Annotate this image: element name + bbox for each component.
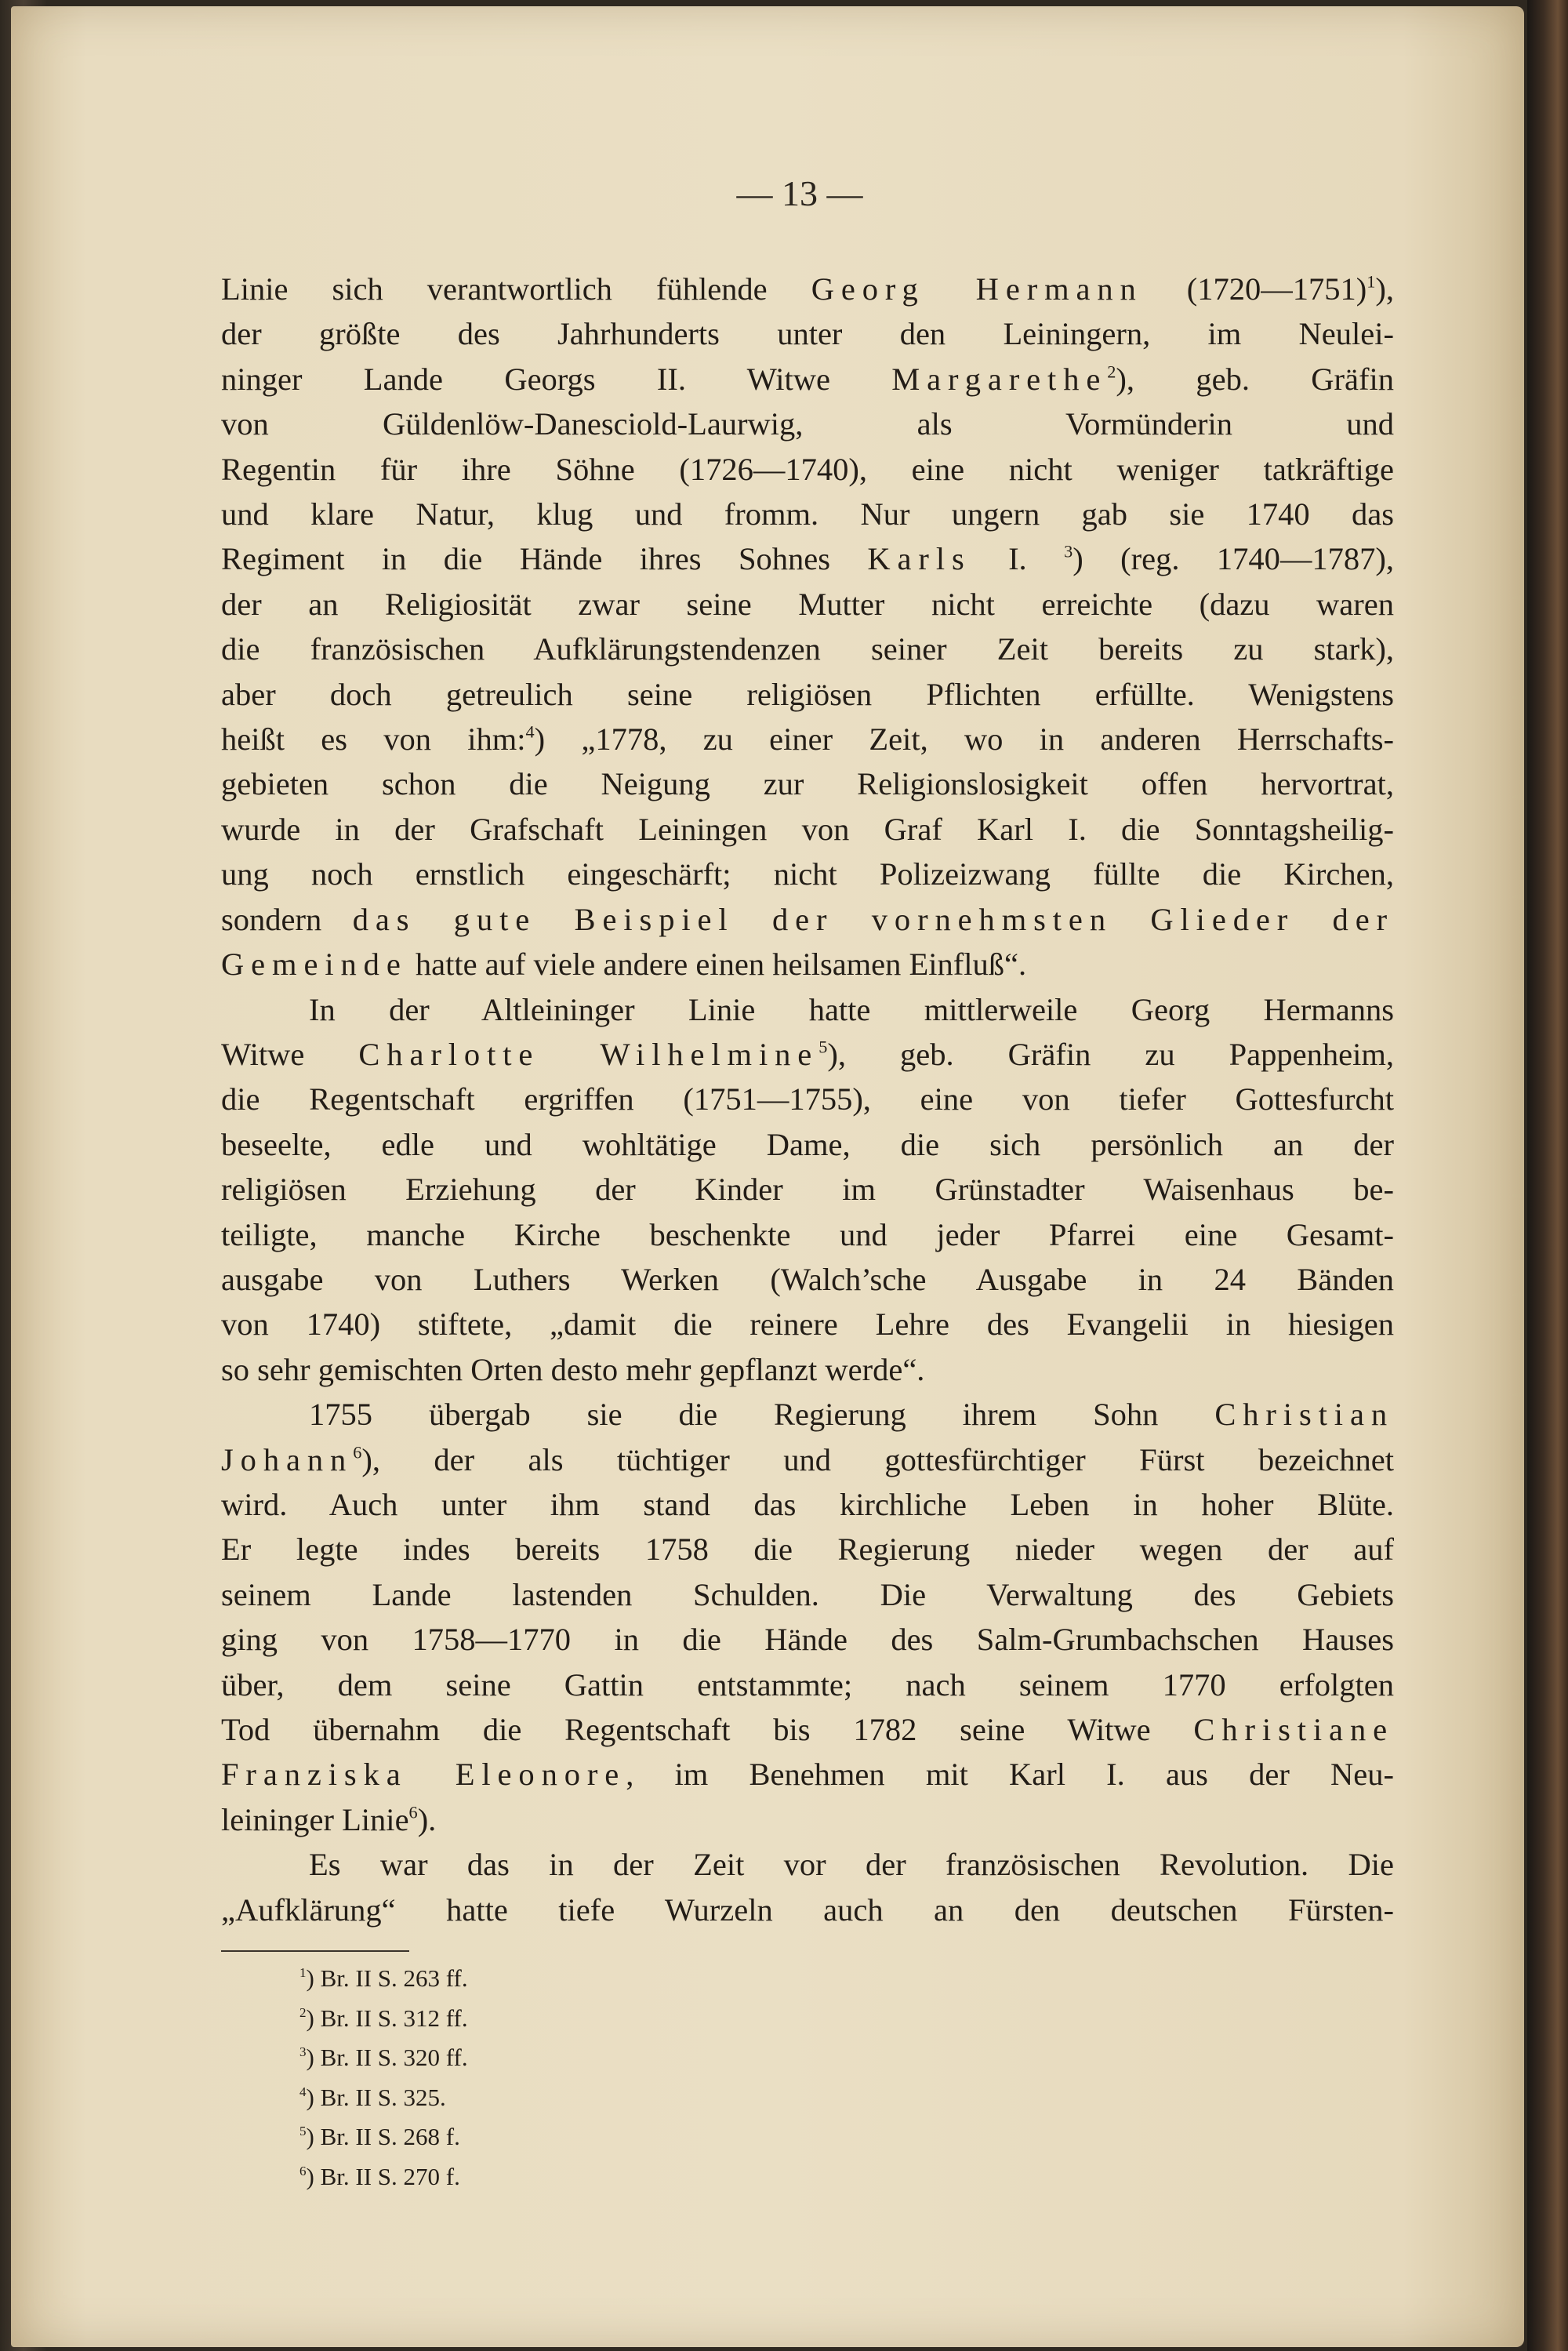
text-line: die Regentschaft ergriffen (1751—1755), eine von tiefer Gottesfurcht <box>221 1081 1394 1117</box>
footnote-ref: 2 <box>1107 362 1116 382</box>
text-line: gebieten schon die Neigung zur Religionslosigkeit offen hervortrat, <box>221 766 1394 802</box>
text-line: und klare Natur, klug und fromm. Nur ungern gab sie 1740 das <box>221 496 1394 532</box>
text-line: Johann$^6$), der als tüchtiger und gottesfürchtiger Fürst bezeichnet <box>221 1441 1394 1477</box>
text-line: teiligte, manche Kirche beschenkte und jeder Pfarrei eine Gesamt- <box>221 1216 1394 1252</box>
text-line: „Aufklärung“ hatte tiefe Wurzeln auch an den deutschen Fürsten- <box>221 1891 1394 1928</box>
footnote: $^1$) Br. II S. 263 ff. <box>299 1964 468 1992</box>
text-line: ausgabe von Luthers Werken (Walch’sche Ausgabe in 24 Bänden <box>221 1261 1394 1297</box>
footnote: $^4$) Br. II S. 325. <box>299 2083 446 2111</box>
text-line: sondern das gute Beispiel der vornehmsten Glieder der <box>221 901 1394 937</box>
text-line: Tod übernahm die Regentschaft bis 1782 seine Witwe Christiane <box>221 1712 1394 1747</box>
footnote: $^2$) Br. II S. 312 ff. <box>299 2004 468 2032</box>
footnote: $^6$) Br. II S. 270 f. <box>299 2162 460 2190</box>
text-line: Es war das in der Zeit vor der französischen Revolution. Die <box>309 1847 1394 1883</box>
text-line: Regiment in die Hände ihres Sohnes Karls I. $^3$) (reg. 1740—1787), <box>221 541 1394 577</box>
text-line: wird. Auch unter ihm stand das kirchliche Leben in hoher Blüte. <box>221 1486 1394 1522</box>
text-line: ninger Lande Georgs II. Witwe Margarethe$^2$), geb. Gräfin <box>221 361 1394 397</box>
text-line: Gemeinde hatte auf viele andere einen heilsamen Einfluß“. <box>221 947 1027 983</box>
text-line: Er legte indes bereits 1758 die Regierung nieder wegen der auf <box>221 1532 1394 1568</box>
body-text <box>221 267 1394 1932</box>
footnote-ref: 3 <box>1064 541 1073 561</box>
text-line: aber doch getreulich seine religiösen Pflichten erfüllte. Wenigstens <box>221 676 1394 712</box>
text-line: über, dem seine Gattin entstammte; nach seinem 1770 erfolgten <box>221 1666 1394 1702</box>
text-line: 1755 übergab sie die Regierung ihrem Sohn Christian <box>309 1397 1394 1433</box>
text-line: ging von 1758—1770 in die Hände des Salm-Grumbachschen Hauses <box>221 1622 1394 1658</box>
text-line: Linie sich verantwortlich fühlende Georg Hermann (1720—1751)$^1$), <box>221 271 1394 307</box>
footnote-ref: 6 <box>353 1441 362 1462</box>
text-line: Franziska Eleonore, im Benehmen mit Karl I. aus der Neu- <box>221 1757 1394 1793</box>
text-line: der an Religiosität zwar seine Mutter nicht erreichte (dazu waren <box>221 586 1394 622</box>
footnote-ref: 4 <box>525 721 535 742</box>
text-line: ung noch ernstlich eingeschärft; nicht Polizeizwang füllte die Kirchen, <box>221 856 1394 892</box>
text-line: die französischen Aufklärungstendenzen seiner Zeit bereits zu stark), <box>221 631 1394 667</box>
text-line: Regentin für ihre Söhne (1726—1740), eine nicht weniger tatkräftige <box>221 451 1394 487</box>
footnote: $^5$) Br. II S. 268 f. <box>299 2123 460 2150</box>
book-spine <box>1527 0 1568 2351</box>
text-line: leininger Linie$^6$). <box>221 1801 437 1837</box>
text-line: beseelte, edle und wohltätige Dame, die sich persönlich an der <box>221 1126 1394 1162</box>
text-line: wurde in der Grafschaft Leiningen von Graf Karl I. die Sonntagsheilig- <box>221 811 1394 847</box>
footnotes <box>299 1959 848 2197</box>
text-line: so sehr gemischten Orten desto mehr gepflanzt werde“. <box>221 1351 925 1387</box>
footnote-ref: 6 <box>408 1802 418 1822</box>
text-line: In der Altleininger Linie hatte mittlerweile Georg Hermanns <box>309 991 1394 1027</box>
footnote-ref: 5 <box>818 1037 828 1057</box>
text-line: der größte des Jahrhunderts unter den Leiningern, im Neulei- <box>221 316 1394 352</box>
footnote-divider <box>221 1950 409 1952</box>
text-line: religiösen Erziehung der Kinder im Grünstadter Waisenhaus be- <box>221 1172 1394 1208</box>
footnote-ref: 1 <box>1367 271 1376 292</box>
text-line: Witwe Charlotte Wilhelmine$^5$), geb. Gräfin zu Pappenheim, <box>221 1036 1394 1072</box>
text-line: heißt es von ihm:$^4$) „1778, zu einer Zeit, wo in anderen Herrschafts- <box>221 721 1394 758</box>
text-line: von Güldenlöw-Danesciold-Laurwig, als Vormünderin und <box>221 406 1394 442</box>
page-number: — 13 — <box>736 173 863 213</box>
text-line: seinem Lande lastenden Schulden. Die Verwaltung des Gebiets <box>221 1576 1394 1612</box>
text-line: von 1740) stiftete, „damit die reinere Lehre des Evangelii in hiesigen <box>221 1306 1394 1343</box>
footnote: $^3$) Br. II S. 320 ff. <box>299 2044 468 2071</box>
